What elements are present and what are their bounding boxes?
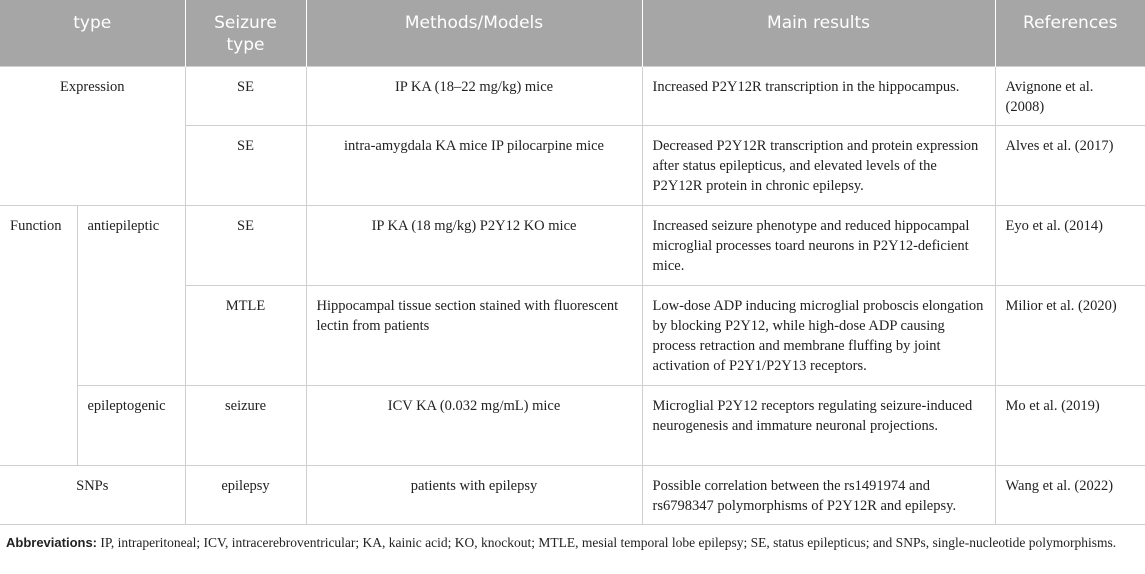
result-cell: Increased P2Y12R transcription in the hippocampus. <box>642 67 995 126</box>
seizure-cell: MTLE <box>185 286 306 386</box>
category-cell: Function <box>0 206 77 466</box>
reference-cell: Alves et al. (2017) <box>995 126 1145 206</box>
seizure-cell: SE <box>185 67 306 126</box>
table-header-row <box>0 0 1145 67</box>
method-cell: intra-amygdala KA mice IP pilocarpine mice <box>306 126 642 206</box>
seizure-cell: SE <box>185 126 306 206</box>
table-row <box>0 466 1145 525</box>
method-cell: ICV KA (0.032 mg/mL) mice <box>306 386 642 466</box>
reference-cell: Mo et al. (2019) <box>995 386 1145 466</box>
reference-cell: Eyo et al. (2014) <box>995 206 1145 286</box>
footnote-label: Abbreviations: <box>6 535 98 550</box>
header-type: type <box>0 0 185 67</box>
method-cell: IP KA (18 mg/kg) P2Y12 KO mice <box>306 206 642 286</box>
reference-cell: Milior et al. (2020) <box>995 286 1145 386</box>
result-cell: Low-dose ADP inducing microglial proboscis elongation by blocking P2Y12, while high-dose ADP causing process retraction and membrane fluffing by joint activation of P2Y1/P2Y13 receptors. <box>642 286 995 386</box>
reference-cell: Wang et al. (2022) <box>995 466 1145 525</box>
header-seizure-type: Seizure type <box>185 0 306 67</box>
footnote-text: IP, intraperitoneal; ICV, intracerebroventricular; KA, kainic acid; KO, knockout; MTLE, mesial temporal lobe epilepsy; SE, status epilepticus; and SNPs, single-nucleotide polymorphisms. <box>97 535 1117 550</box>
category-cell: Expression <box>0 67 185 206</box>
method-cell: IP KA (18–22 mg/kg) mice <box>306 67 642 126</box>
result-cell: Decreased P2Y12R transcription and protein expression after status epilepticus, and elevated levels of the P2Y12R protein in chronic epilepsy. <box>642 126 995 206</box>
table-footnote <box>0 525 1145 553</box>
table-row <box>0 67 1145 126</box>
subcategory-cell: antiepileptic <box>77 206 185 386</box>
result-cell: Microglial P2Y12 receptors regulating seizure-induced neurogenesis and immature neuronal projections. <box>642 386 995 466</box>
result-cell: Possible correlation between the rs1491974 and rs6798347 polymorphisms of P2Y12R and epilepsy. <box>642 466 995 525</box>
reference-cell: Avignone et al. (2008) <box>995 67 1145 126</box>
subcategory-cell: epileptogenic <box>77 386 185 466</box>
method-cell: Hippocampal tissue section stained with fluorescent lectin from patients <box>306 286 642 386</box>
seizure-cell: SE <box>185 206 306 286</box>
seizure-cell: epilepsy <box>185 466 306 525</box>
table-row <box>0 386 1145 466</box>
header-references: References <box>995 0 1145 67</box>
category-cell: SNPs <box>0 466 185 525</box>
seizure-cell: seizure <box>185 386 306 466</box>
result-cell: Increased seizure phenotype and reduced hippocampal microglial processes toard neurons in P2Y12-deficient mice. <box>642 206 995 286</box>
method-cell: patients with epilepsy <box>306 466 642 525</box>
table-row <box>0 206 1145 286</box>
header-results: Main results <box>642 0 995 67</box>
header-methods: Methods/Models <box>306 0 642 67</box>
